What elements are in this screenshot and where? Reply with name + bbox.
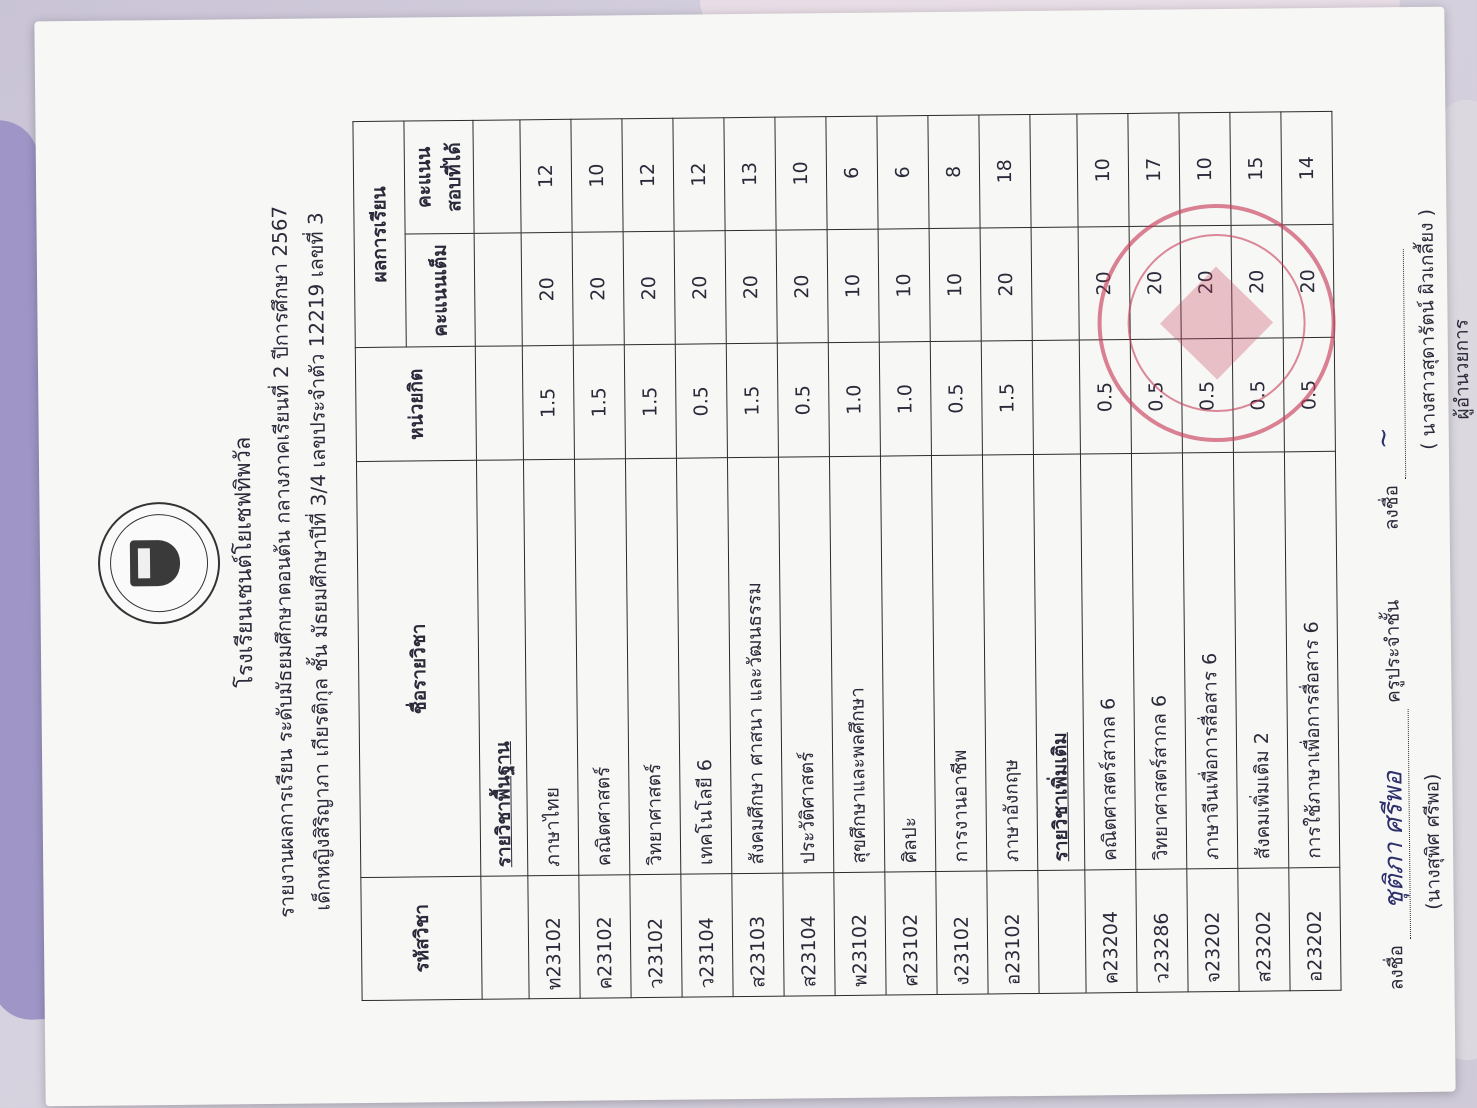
obtained-score: 12	[673, 117, 725, 231]
full-score: 20	[1129, 226, 1181, 340]
table-row	[622, 118, 682, 997]
teacher-role: ครูประจำชั้น	[1381, 599, 1405, 703]
subject-name: สุขศึกษาและพลศึกษา	[829, 456, 884, 872]
subject-code: อ23102	[987, 870, 1039, 994]
table-row	[877, 115, 937, 994]
header-code: รหัสวิชา	[361, 875, 482, 1000]
subject-credits: 0.5	[1079, 339, 1131, 454]
subject-name: คณิตศาสตร์สากล 6	[1080, 453, 1135, 869]
obtained-score: 17	[1128, 112, 1180, 226]
subject-name: คณิตศาสตร์	[574, 459, 629, 875]
table-row	[520, 119, 580, 998]
subject-code: ว23104	[681, 873, 733, 997]
full-score: 10	[929, 228, 981, 342]
school-logo-icon	[97, 501, 220, 624]
director-signature	[1368, 109, 1477, 530]
subject-name: ประวัติศาสตร์	[778, 457, 833, 873]
full-score: 20	[1282, 224, 1334, 338]
director-sign-line	[1368, 248, 1406, 478]
director-name: ( นางสาวสุดารัตน์ ผิวเกลี้ยง )	[1415, 208, 1440, 450]
subject-name: ภาษาอังกฤษ	[982, 454, 1037, 870]
full-score: 20	[521, 232, 573, 346]
teacher-sign-line	[1378, 708, 1411, 938]
subject-name: สังคมศึกษา ศาสนา และวัฒนธรรม	[727, 457, 782, 873]
subject-name: ภาษาจีนเพื่อการสื่อสาร 6	[1182, 452, 1237, 868]
obtained-score: 8	[928, 115, 980, 229]
full-score: 10	[878, 228, 930, 342]
subject-code: ส23104	[783, 872, 835, 996]
obtained-score: 10	[775, 116, 827, 230]
obtained-score: 14	[1281, 111, 1333, 225]
paper-sheet	[34, 7, 1474, 1107]
header-full-score: คะแนนเต็ม	[405, 233, 475, 347]
obtained-score: 18	[979, 114, 1031, 228]
teacher-sign-label: ลงชื่อ	[1385, 944, 1408, 990]
subject-code: ศ23102	[885, 871, 937, 995]
subject-name: วิทยาศาสตร์สากล 6	[1131, 453, 1186, 869]
full-score: 10	[827, 229, 879, 343]
full-score: 20	[1231, 225, 1283, 339]
subject-credits: 1.5	[522, 345, 574, 460]
subject-code: ส23202	[1238, 867, 1290, 991]
subject-code: ค23204	[1085, 869, 1137, 993]
subject-code: ส23103	[732, 872, 784, 996]
obtained-score: 10	[1077, 113, 1129, 227]
full-score: 20	[980, 227, 1032, 341]
subject-code: ง23102	[936, 870, 988, 994]
subject-credits: 1.0	[879, 341, 931, 456]
obtained-score: 15	[1230, 111, 1282, 225]
full-score: 20	[725, 230, 777, 344]
signature-area	[1368, 109, 1477, 990]
subject-code: อ23202	[1289, 866, 1341, 990]
grade-report-document	[75, 50, 1474, 1064]
teacher-signature	[1377, 569, 1477, 990]
obtained-score: 12	[520, 119, 572, 233]
subject-name: ภาษาไทย	[523, 459, 578, 875]
director-sign-label: ลงชื่อ	[1380, 484, 1403, 530]
header-credits: หน่วยกิต	[355, 346, 476, 461]
full-score: 20	[1078, 226, 1130, 340]
section-core-label: รายวิชาพื้นฐาน	[476, 460, 527, 876]
subject-credits: 1.5	[624, 344, 676, 459]
subject-code: ท23102	[528, 874, 580, 998]
student-info: เด็กหญิงสิริญาภา เกียรติกุล ชั้น มัธยมศึกษาปีที่ 3/4 เลขประจำตัว 12219 เลขที่ 3	[303, 211, 335, 911]
obtained-score: 12	[622, 118, 674, 232]
table-row	[673, 117, 733, 996]
header-name: ชื่อรายวิชา	[356, 460, 480, 877]
director-role: ผู้อำนวยการ	[1450, 318, 1474, 420]
document-header	[75, 61, 340, 1064]
subject-credits: 0.5	[1232, 338, 1284, 453]
teacher-handwritten-signature: ชุติภา ศรีพอ	[1378, 770, 1410, 909]
table-row	[571, 118, 631, 997]
subject-code: จ23202	[1187, 868, 1239, 992]
full-score: 20	[674, 230, 726, 344]
subject-name: เทคโนโลยี 6	[676, 458, 731, 874]
header-result-group: ผลการเรียน	[353, 121, 406, 348]
subject-code: พ23102	[834, 871, 886, 995]
obtained-score: 6	[826, 116, 878, 230]
table-row	[979, 114, 1039, 993]
subject-code: ว23286	[1136, 868, 1188, 992]
table-row	[826, 116, 886, 995]
obtained-score: 13	[724, 117, 776, 231]
obtained-score: 10	[1179, 112, 1231, 226]
full-score: 20	[623, 231, 675, 345]
table-row	[928, 115, 988, 994]
subject-credits: 1.5	[573, 345, 625, 460]
table-row	[775, 116, 835, 995]
subject-code: ว23102	[630, 873, 682, 997]
section-extra-label: รายวิชาเพิ่มเติม	[1033, 454, 1084, 870]
header-obtained-score: คะแนนสอบที่ได้	[404, 120, 474, 234]
subject-name: วิทยาศาสตร์	[625, 458, 680, 874]
obtained-score: 6	[877, 115, 929, 229]
subject-credits: 1.5	[981, 340, 1033, 455]
director-handwritten-signature-icon: ~	[1368, 426, 1399, 449]
subject-credits: 0.5	[777, 342, 829, 457]
subject-name: การใช้ภาษาเพื่อการสื่อสาร 6	[1284, 451, 1339, 867]
subject-credits: 0.5	[1181, 338, 1233, 453]
full-score: 20	[776, 229, 828, 343]
subject-code: ค23102	[579, 874, 631, 998]
full-score: 20	[572, 231, 624, 345]
subject-name: การงานอาชีพ	[931, 455, 986, 871]
subject-name: ศิลปะ	[880, 455, 935, 871]
report-title: รายงานผลการเรียน ระดับมัธยมศึกษาตอนต้น กลางภาคเรียนที่ 2 ปีการศึกษา 2567	[267, 205, 299, 918]
obtained-score: 10	[571, 118, 623, 232]
subject-credits: 0.5	[930, 341, 982, 456]
subject-credits: 1.5	[726, 343, 778, 458]
subject-credits: 1.0	[828, 342, 880, 457]
school-name: โรงเรียนเซนต์โยเซฟทิพวัล	[230, 436, 259, 688]
school-seal-stamp-icon	[1096, 202, 1336, 442]
subject-credits: 0.5	[1283, 337, 1335, 452]
subject-name: สังคมเพิ่มเติม 2	[1233, 452, 1288, 868]
subject-credits: 0.5	[675, 343, 727, 458]
subject-credits: 0.5	[1130, 339, 1182, 454]
teacher-name: (นางสุพิศ ศรีพอ)	[1421, 773, 1445, 910]
table-row	[724, 117, 784, 996]
full-score: 20	[1180, 225, 1232, 339]
